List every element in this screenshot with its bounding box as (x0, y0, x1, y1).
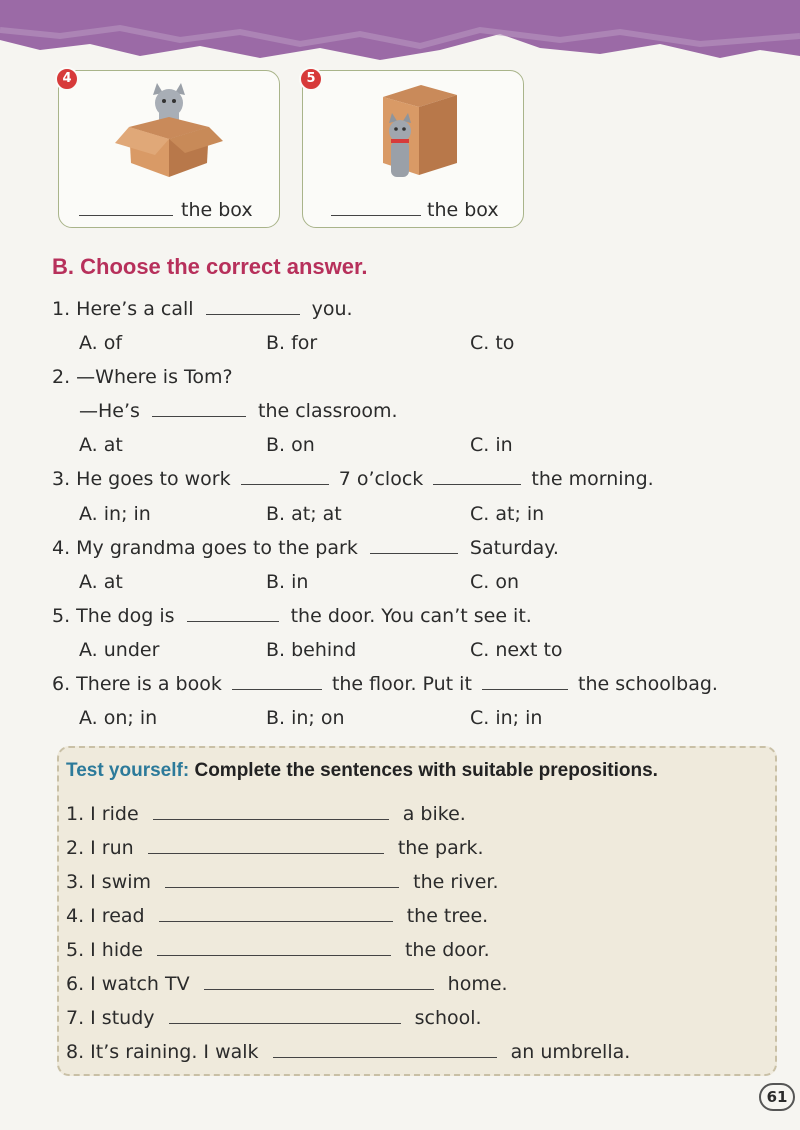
answer-blank[interactable] (482, 689, 568, 690)
question-6: 6. There is a book the floor. Put it the schoolbag. (52, 673, 718, 695)
option-a[interactable]: A. in; in (79, 503, 151, 525)
caption-text: the box (427, 199, 499, 221)
test-item-4: 4. I read the tree. (66, 905, 489, 927)
answer-blank[interactable] (148, 853, 384, 854)
cat-in-box-illustration (109, 77, 229, 187)
option-a[interactable]: A. under (79, 639, 160, 661)
option-c[interactable]: C. next to (470, 639, 563, 661)
answer-blank[interactable] (159, 921, 393, 922)
section-b-title: B. Choose the correct answer. (52, 254, 368, 279)
option-a[interactable]: A. on; in (79, 707, 158, 729)
option-c[interactable]: C. in (470, 434, 513, 456)
test-yourself-heading (66, 760, 658, 782)
option-b[interactable]: B. for (266, 332, 318, 354)
cat-behind-box-illustration (365, 79, 485, 189)
answer-blank[interactable] (241, 484, 329, 485)
test-item-2: 2. I run the park. (66, 837, 484, 859)
test-item-5: 5. I hide the door. (66, 939, 490, 961)
page-number: 61 (759, 1083, 795, 1111)
option-a[interactable]: A. at (79, 571, 123, 593)
option-b[interactable]: B. in (266, 571, 309, 593)
question-1: 1. Here’s a call you. (52, 298, 353, 320)
test-item-7: 7. I study school. (66, 1007, 482, 1029)
option-c[interactable]: C. in; in (470, 707, 543, 729)
picture-caption-5 (303, 199, 523, 221)
answer-blank[interactable] (187, 621, 279, 622)
answer-blank[interactable] (157, 955, 391, 956)
test-item-3: 3. I swim the river. (66, 871, 499, 893)
question-5: 5. The dog is the door. You can’t see it. (52, 605, 532, 627)
test-item-6: 6. I watch TV home. (66, 973, 508, 995)
answer-blank[interactable] (204, 989, 434, 990)
answer-blank[interactable] (273, 1057, 497, 1058)
picture-number-badge: 4 (55, 67, 79, 91)
picture-number-badge: 5 (299, 67, 323, 91)
option-b[interactable]: B. behind (266, 639, 357, 661)
option-c[interactable]: C. on (470, 571, 520, 593)
picture-box-4 (58, 70, 280, 228)
answer-blank[interactable] (433, 484, 521, 485)
answer-blank[interactable] (169, 1023, 401, 1024)
top-banner (0, 0, 800, 80)
option-c[interactable]: C. to (470, 332, 515, 354)
test-item-1: 1. I ride a bike. (66, 803, 466, 825)
question-2-answer-line: —He’s the classroom. (79, 400, 398, 422)
answer-blank[interactable] (232, 689, 322, 690)
option-b[interactable]: B. at; at (266, 503, 342, 525)
question-2: 2. —Where is Tom? (52, 366, 233, 388)
option-a[interactable]: A. at (79, 434, 123, 456)
option-c[interactable]: C. at; in (470, 503, 545, 525)
answer-blank[interactable] (165, 887, 399, 888)
option-b[interactable]: B. in; on (266, 707, 345, 729)
answer-blank[interactable] (370, 553, 458, 554)
answer-blank[interactable] (331, 215, 421, 216)
option-b[interactable]: B. on (266, 434, 315, 456)
test-item-8: 8. It’s raining. I walk an umbrella. (66, 1041, 631, 1063)
caption-text: the box (181, 199, 253, 221)
picture-caption-4 (59, 199, 279, 221)
picture-box-5 (302, 70, 524, 228)
option-a[interactable]: A. of (79, 332, 123, 354)
answer-blank[interactable] (153, 819, 389, 820)
answer-blank[interactable] (152, 416, 246, 417)
test-yourself-instruction: Complete the sentences with suitable prepositions. (194, 760, 658, 781)
test-yourself-label: Test yourself: (66, 760, 190, 781)
question-4: 4. My grandma goes to the park Saturday. (52, 537, 559, 559)
answer-blank[interactable] (206, 314, 300, 315)
question-3: 3. He goes to work 7 o’clock the morning. (52, 468, 654, 490)
answer-blank[interactable] (79, 215, 173, 216)
